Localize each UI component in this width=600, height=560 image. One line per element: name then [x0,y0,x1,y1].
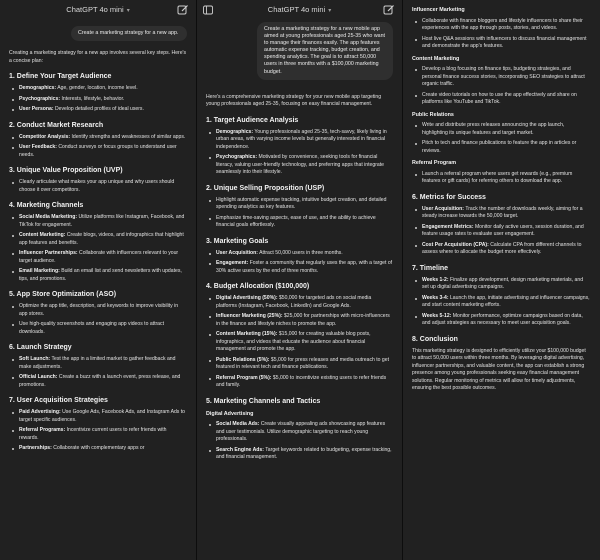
item-text: Collaborate with influencers relevant to your target audience. [19,250,179,264]
section-heading: 6. Launch Strategy [9,344,72,352]
item-text: Finalize app development, design marketing materials, and set up digital advertising campaigns. [422,276,584,290]
list-item [206,375,393,390]
list-item [412,313,591,328]
section-heading: 3. Unique Value Proposition (UVP) [9,167,123,175]
item-text: Launch the app, initiate advertising and influencer campaigns, and start content marketing efforts. [422,294,590,308]
item-text: Optimize the app title, description, and keywords to improve visibility in app stores. [19,303,179,317]
item-text: Develop detailed profiles of ideal users. [54,106,144,113]
section-heading: 5. App Store Optimization (ASO) [9,291,117,299]
list-item [412,66,591,89]
item-label: User Feedback: [19,144,57,151]
section-heading: 7. Timeline [412,264,449,272]
chat-header [0,0,196,22]
section-heading: 1. Define Your Target Audience [9,73,112,81]
list-item [9,106,187,114]
item-text: Use high-quality screenshots and engaging app videos to attract downloads. [19,321,164,335]
section-heading: 4. Marketing Channels [9,202,84,210]
list-item [412,92,591,107]
item-text: Launch a referral program where users get rewards (e.g., premium features or gift cards) for referring others to download the app. [422,170,573,184]
item-text: Test the app in a limited market to gather feedback and make adjustments. [19,356,176,370]
list-item [9,96,187,104]
list-item [9,268,187,283]
list-item [9,356,187,371]
item-text: Use Google Ads, Facebook Ads, and Instagram Ads to target specific audiences. [19,409,186,423]
model-selector[interactable]: ChatGPT 4o mini ▾ [267,5,332,14]
list-item [9,144,187,159]
list-item [206,154,393,177]
item-label: Psychographics: [19,95,61,102]
item-label: Digital Advertising (50%): [216,295,278,302]
item-label: Influencer Partnerships: [19,250,78,257]
section-heading: 2. Conduct Market Research [9,121,104,129]
subsection-heading: Influencer Marketing [412,7,465,13]
response-intro: Creating a marketing strategy for a new app involves several key steps. Here's a concise plan: [9,50,187,64]
item-text: Pitch to tech and finance publications to feature the app in articles or reviews. [422,140,577,154]
item-label: Content Marketing: [19,232,66,239]
list-item [206,250,393,258]
bullet-list [9,303,187,336]
item-label: Public Relations (5%): [216,356,270,363]
list-item [9,214,187,229]
chat-panel-3 [402,0,600,560]
bullet-list [206,295,393,390]
item-text: Conduct surveys or focus groups to understand user needs. [19,144,177,158]
item-label: Engagement Metrics: [422,223,474,230]
list-item [206,295,393,310]
item-text: Create a buzz with a launch event, press release, and promotions. [19,374,181,388]
bullet-list [206,197,393,230]
item-text: $5,000 for press releases and media outreach to get featured in relevant tech and finance publications. [216,356,390,371]
item-label: Search Engine Ads: [216,446,264,453]
chevron-down-icon: ▾ [328,8,332,14]
bullet-list [9,214,187,283]
item-text: Build an email list and send newsletters with updates, tips, and promotions. [19,268,182,282]
item-text: Motivated by convenience, seeking tools for financial literacy, valuing user-friendly technology, and preferring apps that integrate seamlessly into their lifestyle. [216,154,384,176]
bullet-list [412,277,591,328]
item-text: Emphasize time-saving aspects, ease of use, and the ability to achieve financial goals effortlessly. [216,214,376,229]
list-item [206,447,393,462]
item-text: Foster a community that regularly uses the app, with a target of 30% active users by the end of three months. [216,260,393,274]
item-label: Cost Per Acquisition (CPA): [422,241,489,248]
item-label: Social Media Marketing: [19,214,78,221]
user-prompt-bubble: Create a marketing strategy for a new app. [71,26,187,41]
list-item [9,321,187,336]
chat-panel-2 [196,0,402,560]
item-text: Calculate CPA from different channels to assess where to allocate the budget more effectively. [422,241,582,255]
section-heading: 2. Unique Selling Proposition (USP) [206,184,325,192]
assistant-response [403,0,600,393]
list-item [9,445,187,453]
list-item [9,85,187,93]
chat-header [197,0,402,22]
item-text: $15,000 for creating valuable blog posts, infographics, and videos that educate the audience about financial management and promote the app. [216,331,371,353]
bullet-list [412,122,591,155]
subsection-heading: Content Marketing [412,55,460,62]
list-item [206,421,393,444]
item-label: Demographics: [216,128,254,135]
list-item [412,277,591,292]
list-item [9,232,187,247]
item-label: Referral Program (5%): [216,374,272,381]
bullet-list [9,85,187,114]
list-item [9,134,187,142]
list-item [206,357,393,372]
item-label: Influencer Marketing (25%): [216,313,283,320]
chevron-down-icon: ▾ [126,8,130,14]
bullet-list [9,134,187,160]
item-label: Official Launch: [19,374,58,381]
item-label: Email Marketing: [19,268,60,275]
item-text: $5,000 to incentivize existing users to refer friends and family. [216,374,387,389]
item-label: Social Media Ads: [216,421,260,428]
item-label: Weeks 5-12: [422,312,452,319]
item-label: User Persona: [19,106,54,113]
list-item [206,129,393,152]
bullet-list [412,206,591,257]
chat-panel-1 [0,0,196,560]
new-chat-icon[interactable] [177,4,189,16]
subsection-heading: Digital Advertising [206,410,254,417]
bullet-list [206,250,393,276]
assistant-response [0,50,196,453]
list-item [412,122,591,137]
section-heading: 5. Marketing Channels and Tactics [206,397,321,405]
list-item [206,260,393,275]
list-item [412,242,591,257]
list-item [412,295,591,310]
item-text: Monitor daily active users, session duration, and feature usage rates to evaluate user engagement. [422,223,584,237]
item-text: Clearly articulate what makes your app unique and why users should choose it over competitors. [19,179,175,193]
bullet-list [412,171,591,186]
item-text: Incentivize current users to refer friends with rewards. [19,427,167,441]
item-text: $25,000 for partnerships with micro-influencers in the finance and lifestyle niches to promote the app. [216,313,390,327]
item-label: Psychographics: [216,154,258,161]
section-heading: 6. Metrics for Success [412,193,486,201]
bullet-list [206,129,393,177]
section-heading: 7. User Acquisition Strategies [9,397,108,405]
model-selector[interactable]: ChatGPT 4o mini ▾ [66,5,130,14]
item-text: Track the number of downloads weekly, aiming for a steady increase towards the 50,000 target. [422,205,583,219]
list-item [412,36,591,51]
bullet-list [412,66,591,107]
item-label: Weeks 1-2: [422,276,449,283]
item-text: Create video tutorials on how to use the app effectively and share on platforms like YouTube and TikTok. [422,91,577,105]
section-heading: 4. Budget Allocation ($100,000) [206,283,310,291]
list-item [412,224,591,239]
list-item [206,215,393,230]
list-item [9,427,187,442]
item-text: Young professionals aged 25-35, tech-savvy, likely living in urban areas, with varying income levels but generally interested in financial independence. [216,128,387,150]
item-text: Utilize platforms like Instagram, Facebook, and TikTok for engagement. [19,214,185,228]
list-item [9,303,187,318]
item-text: Highlight automatic expense tracking, intuitive budget creation, and detailed spending analytics as key features. [216,196,387,211]
list-item [412,18,591,33]
item-text: Host live Q&A sessions with influencers to discuss financial management and demonstrate the app's features. [422,35,587,49]
conclusion-text: This marketing strategy is designed to efficiently utilize your $100,000 budget to attract 50,000 users within three months. By leveraging digital advertising, influencer partnerships, and valuable content, the app can establish a strong presence among young professionals seeking easy financial management solutions. Regular monitoring of metrics will allow for timely adjustments, ensuring the best possible outcomes. [412,347,586,391]
section-heading: 1. Target Audience Analysis [206,116,299,124]
item-label: Referral Programs: [19,427,66,434]
item-label: Soft Launch: [19,356,51,363]
list-item [206,197,393,212]
bullet-list [206,421,393,462]
item-label: Content Marketing (15%): [216,331,278,338]
item-text: Monitor performance, optimize campaigns based on data, and adjust strategies as necessary to meet user acquisition goals. [422,312,583,326]
item-text: Collaborate with complementary apps or [53,445,145,452]
bullet-list [9,409,187,453]
item-label: User Acquisition: [422,205,464,212]
item-label: Partnerships: [19,445,52,452]
list-item [9,409,187,424]
response-intro: Here's a comprehensive marketing strategy for your new mobile app targeting young professionals aged 25-35, focusing on easy financial management. [206,93,382,108]
item-text: Attract 50,000 users in three months. [259,249,343,256]
assistant-response [197,94,402,462]
user-prompt-bubble: Create a marketing strategy for a new mobile app aimed at young professionals aged 25-35 who want to manage their finances easily. The app features automatic expense tracking, budget creation, and spending analytics. The goal is to attract 50,000 users in three months with a $100,000 marketing budget. [257,22,393,80]
list-item [9,374,187,389]
list-item [412,206,591,221]
subsection-heading: Public Relations [412,111,454,118]
item-label: Paid Advertising: [19,409,61,416]
item-text: Create blogs, videos, and infographics that highlight app features and benefits. [19,232,184,246]
item-text: Identify strengths and weaknesses of similar apps. [71,133,186,140]
item-label: Competitor Analysis: [19,133,71,140]
item-label: User Acquisition: [216,249,258,256]
item-text: Age, gender, location, income level. [57,85,138,92]
bullet-list [9,179,187,194]
bullet-list [412,18,591,51]
list-item [9,250,187,265]
item-label: Weeks 3-4: [422,294,449,301]
item-text: $50,000 for targeted ads on social media platforms (Instagram, Facebook, LinkedIn) and Google Ads. [216,295,372,309]
item-text: Target keywords related to budgeting, expense tracking, and financial management. [216,446,392,461]
list-item [206,331,393,354]
item-label: Engagement: [216,260,249,267]
list-item [206,313,393,328]
item-text: Interests, lifestyle, behavior. [61,95,125,102]
bullet-list [9,356,187,389]
item-text: Create visually appealing ads showcasing app features and user testimonials. Utilize demographic targeting to reach young professionals. [216,421,386,443]
section-heading: 8. Conclusion [412,335,458,343]
list-item [412,140,591,155]
list-item [412,171,591,186]
item-text: Develop a blog focusing on finance tips, budgeting strategies, and personal finance success stories, incorporating SEO strategies to attract organic traffic. [422,66,585,87]
item-label: Demographics: [19,85,57,92]
new-chat-icon[interactable] [383,4,395,16]
subsection-heading: Referral Program [412,160,457,166]
item-text: Collaborate with finance bloggers and lifestyle influencers to share their experiences with the app through posts, stories, and videos. [422,17,583,31]
list-item [9,179,187,194]
item-text: Write and distribute press releases announcing the app launch, highlighting its unique features and target market. [422,122,565,136]
section-heading: 3. Marketing Goals [206,237,269,245]
